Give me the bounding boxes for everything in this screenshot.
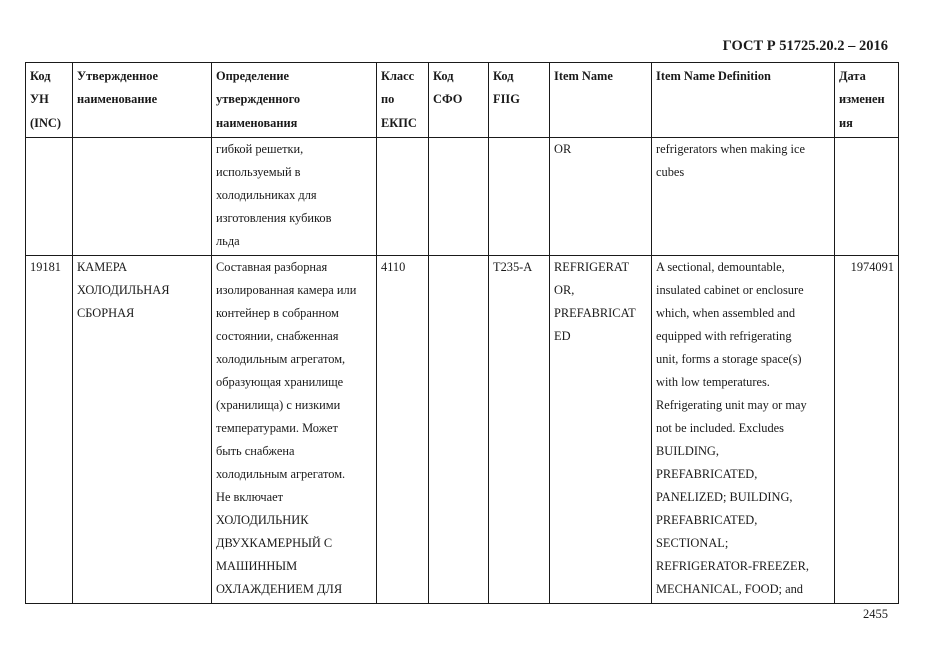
cell-inc [26,137,73,255]
cell-item-name: REFRIGERAT OR, PREFABRICAT ED [550,255,652,603]
page-number: 2455 [863,607,888,621]
col-header-class: Класс по ЕКПС [377,63,429,138]
table-row [26,137,899,255]
table-header-row [26,63,899,138]
col-header-sfo: Код СФО [429,63,489,138]
col-header-fiig: Код FIIG [489,63,550,138]
cell-class: 4110 [377,255,429,603]
cell-sfo [429,255,489,603]
cell-approved-name [73,137,212,255]
document-standard-header: ГОСТ Р 51725.20.2 – 2016 [722,38,888,54]
cell-definition: Составная разборная изолированная камера или контейнер в собранном состоянии, снабженная холодильным агрегатом, образующая хранилище (хранилища) с низкими температурами. Может быть снабжена холодильным агрегатом. Не включает ХОЛОДИЛЬНИК ДВУХКАМЕРНЫЙ С МАШИННЫМ ОХЛАЖДЕНИЕМ ДЛЯ [212,255,377,603]
inc-table [25,62,899,604]
col-header-approved-name: Утвержденное наименование [73,63,212,138]
cell-item-name-definition: A sectional, demountable, insulated cabinet or enclosure which, when assembled and equipped with refrigerating unit, forms a storage space(s) with low temperatures. Refrigerating unit may or may not be included. Excludes BUILDING, PREFABRICATED, PANELIZED; BUILDING, PREFABRICATED, SECTIONAL; REFRIGERATOR-FREEZER, MECHANICAL, FOOD; and [652,255,835,603]
cell-fiig [489,137,550,255]
cell-fiig: T235-A [489,255,550,603]
table-row [26,255,899,603]
cell-item-name-definition: refrigerators when making ice cubes [652,137,835,255]
cell-inc: 19181 [26,255,73,603]
col-header-item-name-definition: Item Name Definition [652,63,835,138]
cell-change-date [835,137,899,255]
col-header-change-date: Дата изменен ия [835,63,899,138]
cell-change-date: 1974091 [835,255,899,603]
cell-sfo [429,137,489,255]
cell-class [377,137,429,255]
cell-definition: гибкой решетки, используемый в холодильниках для изготовления кубиков льда [212,137,377,255]
col-header-inc: Код УН (INC) [26,63,73,138]
col-header-item-name: Item Name [550,63,652,138]
col-header-definition: Определение утвержденного наименования [212,63,377,138]
cell-approved-name: КАМЕРА ХОЛОДИЛЬНАЯ СБОРНАЯ [73,255,212,603]
cell-item-name: OR [550,137,652,255]
